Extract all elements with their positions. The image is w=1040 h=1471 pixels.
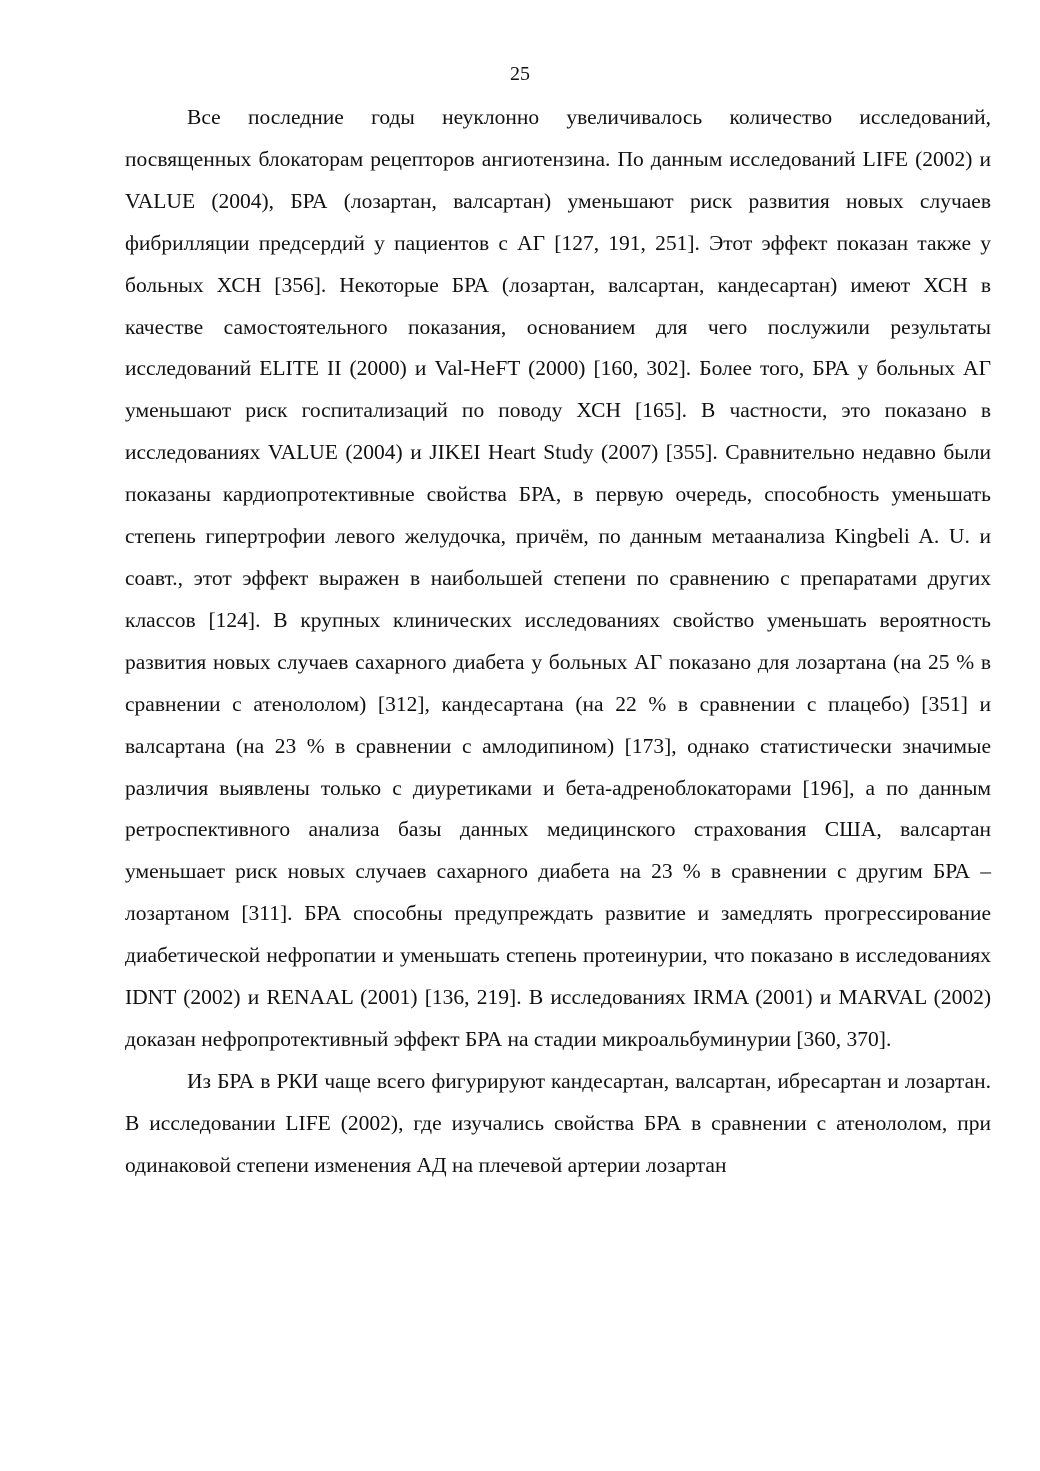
paragraph: Все последние годы неуклонно увеличивалось количество исследований, посвященных блокаторам рецепторов ангиотензина. По данным исследований LIFE (2002) и VALUE (2004), БРА (лозартан, валсартан) уменьшают риск развития новых случаев фибрилляции предсердий у пациентов с АГ [127, 191, 251]. Этот эффект показан также у больных ХСН [356]. Некоторые БРА (лозартан, валсартан, кандесартан) имеют ХСН в качестве самостоятельного показания, основанием для чего послужили результаты исследований ELITE II (2000) и Val-HeFT (2000) [160, 302]. Более того, БРА у больных АГ уменьшают риск госпитализаций по поводу ХСН [165]. В частности, это показано в исследованиях VALUE (2004) и JIKEI Heart Study (2007) [355]. Сравнительно недавно были показаны кардиопротективные свойства БРА, в первую очередь, способность уменьшать степень гипертрофии левого желудочка, причём, по данным метаанализа Kingbeli A. U. и соавт., этот эффект выражен в наибольшей степени по сравнению с препаратами других классов [124]. В крупных клинических исследованиях свойство уменьшать вероятность развития новых случаев сахарного диабета у больных АГ показано для лозартана (на 25 % в сравнении с атенололом) [312], кандесартана (на 22 % в сравнении с плацебо) [351] и валсартана (на 23 % в сравнении с амлодипином) [173], однако статистически значимые различия выявлены только с диуретиками и бета-адреноблокаторами [196], а по данным ретроспективного анализа базы данных медицинского страхования США, валсартан уменьшает риск новых случаев сахарного диабета на 23 % в сравнении с другим БРА – лозартаном [311]. БРА способны предупреждать развитие и замедлять прогрессирование диабетической нефропатии и уменьшать степень протеинурии, что показано в исследованиях IDNT (2002) и RENAAL (2001) [136, 219]. В исследованиях IRMA (2001) и MARVAL (2002) доказан нефропротективный эффект БРА на стадии микроальбуминурии [360, 370]. xyxy=(125,105,991,1051)
page-number: 25 xyxy=(510,63,530,85)
document-body xyxy=(125,97,991,1187)
paragraph: Из БРА в РКИ чаще всего фигурируют кандесартан, валсартан, ибресартан и лозартан. В исследовании LIFE (2002), где изучались свойства БРА в сравнении с атенололом, при одинаковой степени изменения АД на плечевой артерии лозартан xyxy=(125,1068,991,1177)
